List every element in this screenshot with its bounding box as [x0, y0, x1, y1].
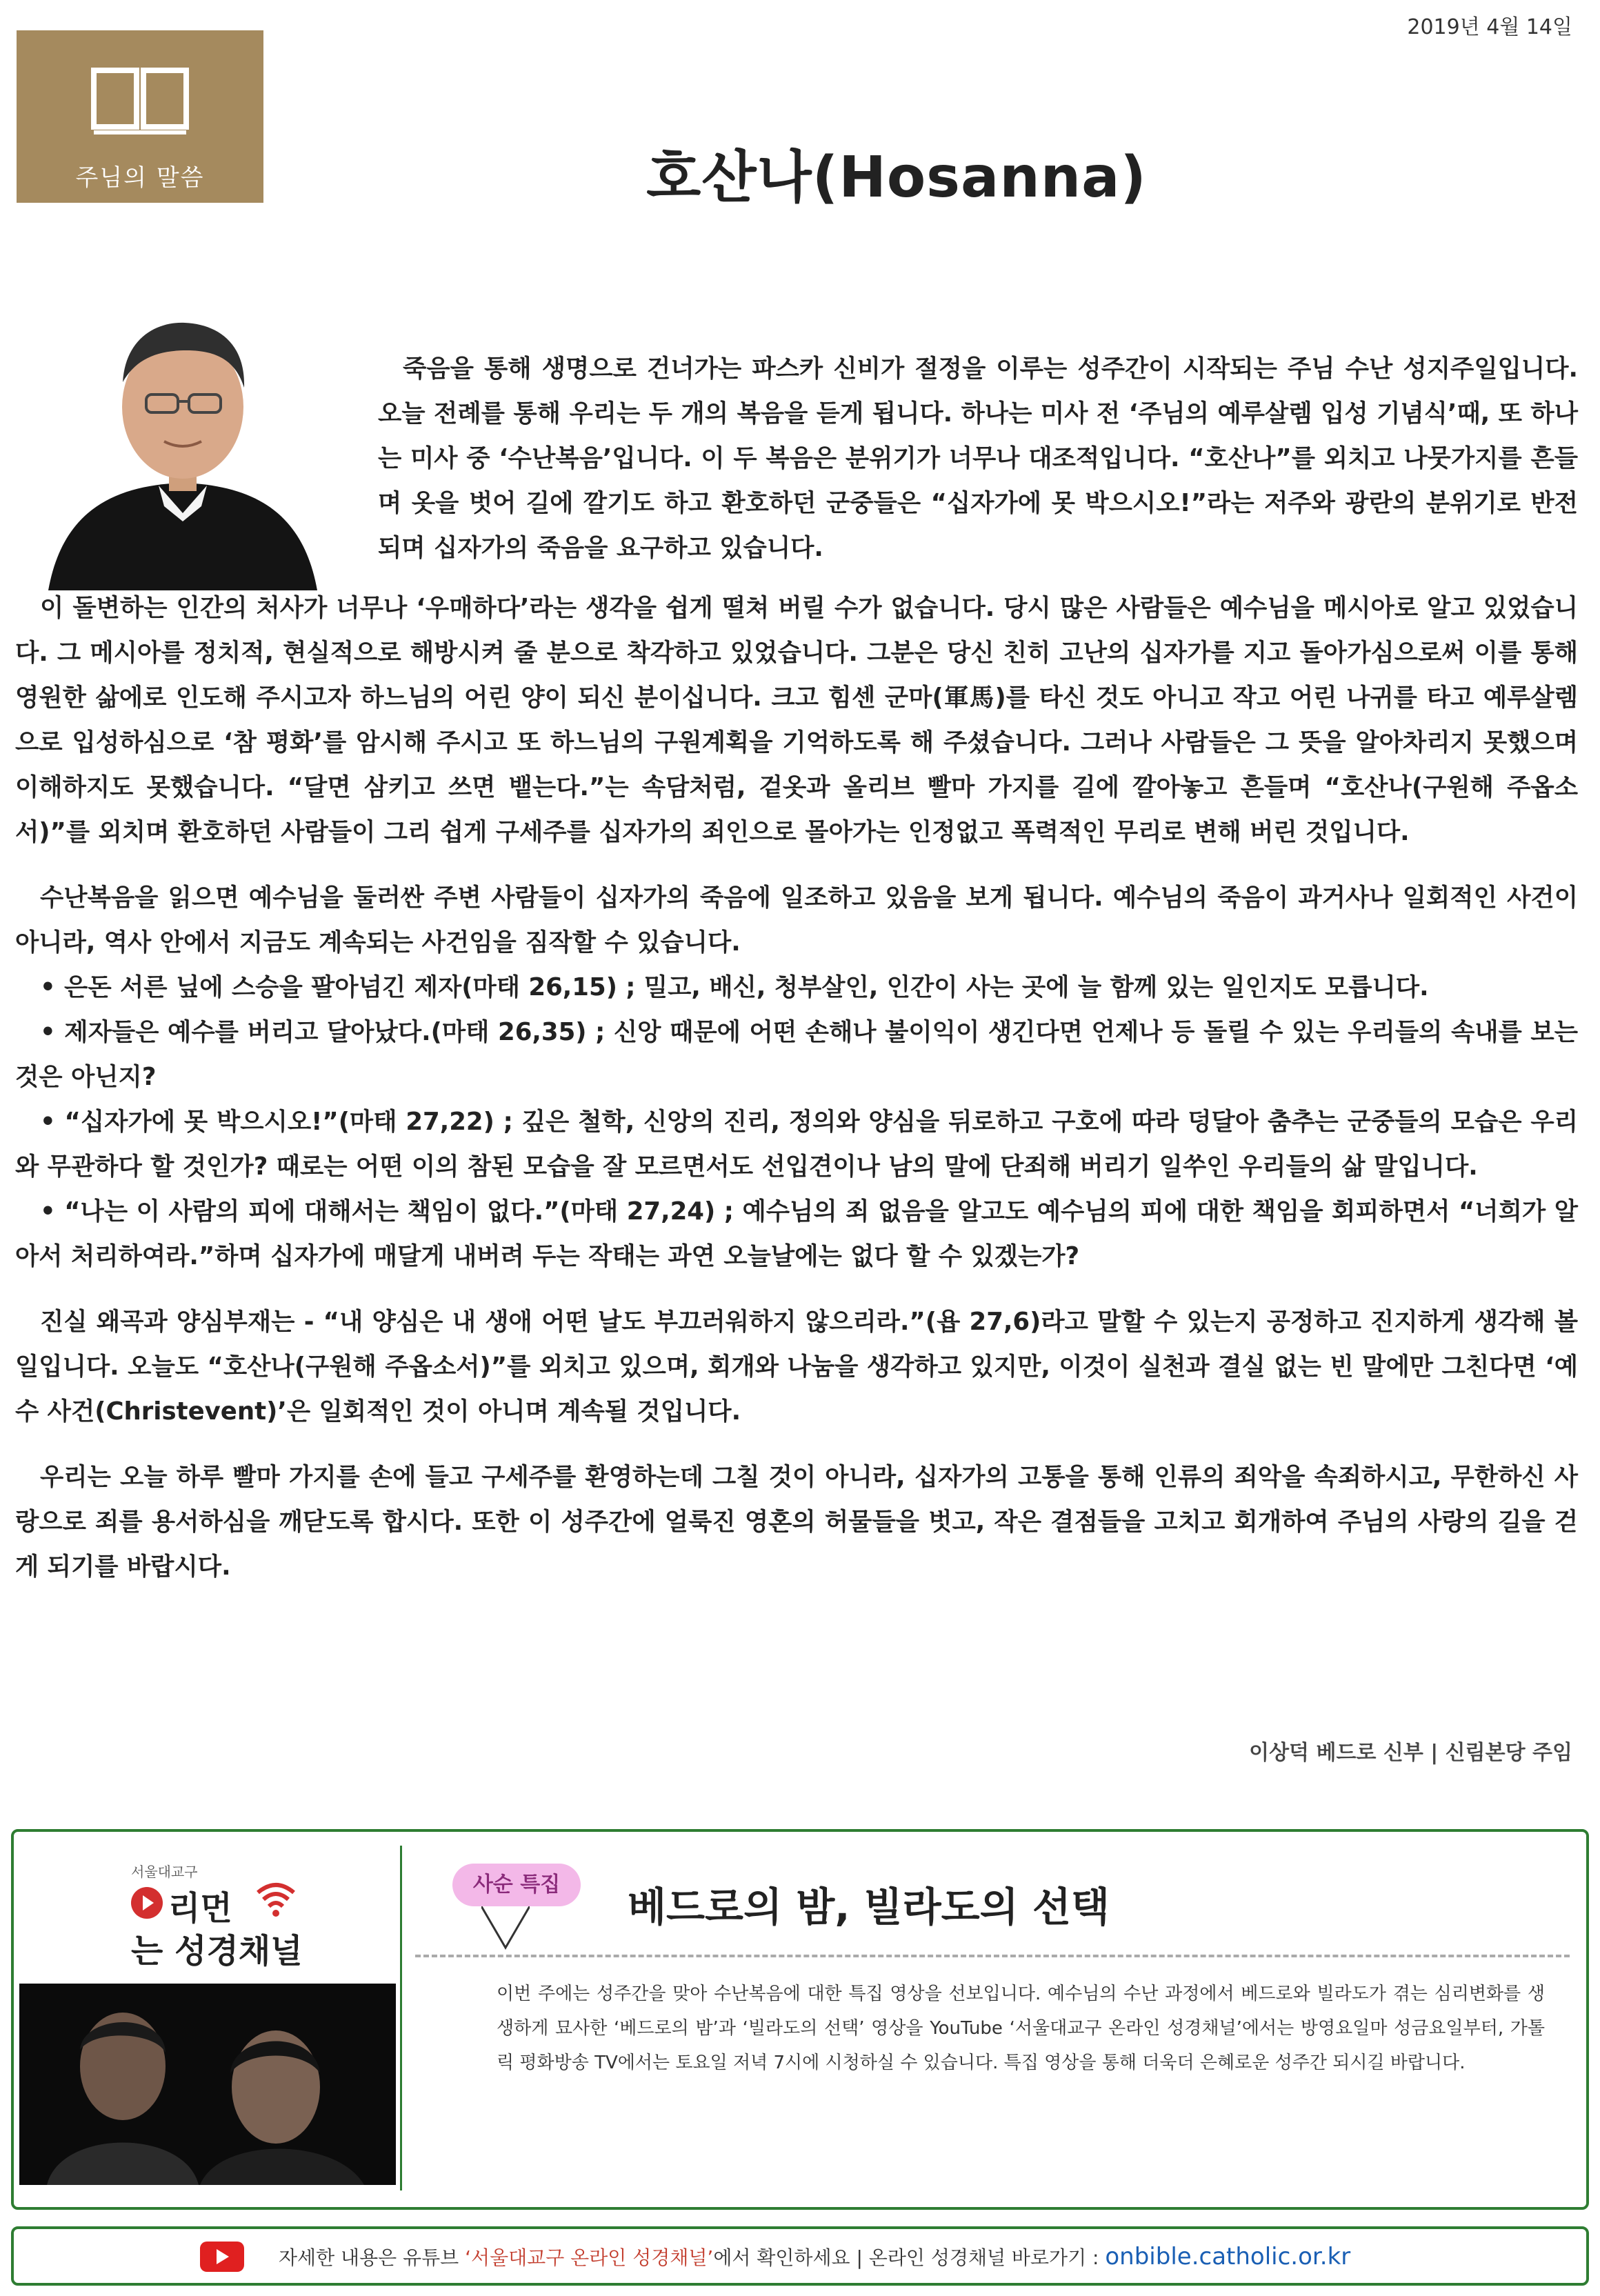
channel-name-line2: 는 성경채널 — [131, 1932, 303, 1970]
footer-text-b: 에서 확인하세요 | 온라인 성경채널 바로가기 : — [713, 2246, 1106, 2269]
footer-channel-link[interactable]: ‘서울대교구 온라인 성경채널’ — [465, 2246, 714, 2269]
bullet-3: • “십자가에 못 박으시오!”(마태 27,22) ; 깊은 철학, 신앙의 진리, 정의와 양심을 뒤로하고 구호에 따라 덩달아 춤추는 군중들의 모습은 우리와 무관하다 할 것인가? 때로는 어떤 이의 참된 모습을 잘 모르면서도 선입견이나 남의 말에 단죄해 버리기 일쑤인 우리들의 삶 말입니다. — [15, 1108, 1578, 1181]
footer-text-a: 자세한 내용은 유튜브 — [279, 2246, 466, 2269]
promo-dashed-rule — [415, 1955, 1570, 1957]
play-icon — [131, 1887, 163, 1919]
intro-paragraph: 죽음을 통해 생명으로 건너가는 파스카 신비가 절정을 이루는 성주간이 시작되는 주님 수난 성지주일입니다. 오늘 전례를 통해 우리는 두 개의 복음을 듣게 됩니다. 하나는 미사 전 ‘주님의 예루살렘 입성 기념식’때, 또 하나는 미사 중 ‘수난복음’입니다. 이 두 복음은 분위기가 너무나 대조적입니다. “호산나”를 외치고 나뭇가지를 흔들며 옷을 벗어 길에 깔기도 하고 환호하던 군중들은 “십자가에 못 박으시오!”라는 저주와 광란의 분위기로 반전되며 십자가의 죽음을 요구하고 있습니다. — [378, 355, 1578, 562]
special-tag: 사순 특집 — [452, 1864, 581, 1906]
badge-label: 주님의 말씀 — [75, 164, 205, 192]
paragraph-2: 수난복음을 읽으면 예수님을 둘러싼 주변 사람들이 십자가의 죽음에 일조하고 있음을 보게 됩니다. 예수님의 죽음이 과거사나 일회적인 사건이 아니라, 역사 안에서 지금도 계속되는 사건임을 짐작할 수 있습니다. — [15, 884, 1578, 957]
broadcast-icon — [254, 1879, 298, 1917]
footer-url-link[interactable]: onbible.catholic.or.kr — [1105, 2243, 1351, 2270]
bullet-4: • “나는 이 사람의 피에 대해서는 책임이 없다.”(마태 27,24) ; 예수님의 죄 없음을 알고도 예수님의 피에 대한 책임을 회피하면서 “너희가 알아서 처리하여라.”하며 십자가에 매달게 내버려 두는 작태는 과연 오늘날에는 없다 할 수 있겠는가? — [15, 1197, 1578, 1270]
promo-divider — [400, 1846, 402, 2190]
page-title: 호산나(Hosanna) — [646, 145, 1147, 210]
issue-date: 2019년 4월 14일 — [1407, 15, 1572, 39]
video-still[interactable] — [19, 1984, 396, 2185]
paragraph-4: 우리는 오늘 하루 빨마 가지를 손에 들고 구세주를 환영하는데 그칠 것이 아니라, 십자가의 고통을 통해 인류의 죄악을 속죄하시고, 무한하신 사랑으로 죄를 용서하심을 깨닫도록 합시다. 또한 이 성주간에 얼룩진 영혼의 허물들을 벗고, 작은 결점들을 고치고 회개하여 주님의 사랑의 길을 걷게 되기를 바랍시다. — [15, 1463, 1578, 1581]
article-body — [15, 586, 1578, 1589]
author-credit: 이상덕 베드로 신부 | 신림본당 주임 — [1249, 1741, 1572, 1765]
youtube-icon[interactable] — [200, 2242, 244, 2272]
footer-bar — [11, 2226, 1589, 2286]
intro-text — [378, 346, 1578, 570]
channel-logo-small: 서울대교구 — [131, 1864, 198, 1880]
open-book-icon — [88, 61, 192, 137]
section-badge — [17, 30, 263, 203]
tag-pointer-icon — [481, 1906, 530, 1955]
paragraph-1: 이 돌변하는 인간의 처사가 너무나 ‘우매하다’라는 생각을 쉽게 떨쳐 버릴 수가 없습니다. 당시 많은 사람들은 예수님을 메시아로 알고 있었습니다. 그 메시아를 정치적, 현실적으로 해방시켜 줄 분으로 착각하고 있었습니다. 그분은 당신 친히 고난의 십자가를 지고 돌아가심으로써 이를 통해 영원한 삶에로 인도해 주시고자 하느님의 어린 양이 되신 분이십니다. 크고 힘센 군마(軍馬)를 타신 것도 아니고 작고 어린 나귀를 타고 예루살렘으로 입성하심으로 ‘참 평화’를 암시해 주시고 또 하느님의 구원계획을 기억하도록 해 주셨습니다. 그러나 사람들은 그 뜻을 알아차리지 못했으며 이해하지도 못했습니다. “달면 삼키고 쓰면 뱉는다.”는 속담처럼, 겉옷과 올리브 빨마 가지를 길에 깔아놓고 흔들며 “호산나(구원해 주옵소서)”를 외치며 환호하던 사람들이 그리 쉽게 구세주를 십자가의 죄인으로 몰아가는 인정없고 폭력적인 무리로 변해 버린 것입니다. — [15, 594, 1578, 846]
promo-box — [11, 1829, 1589, 2210]
promo-body: 이번 주에는 성주간을 맞아 수난복음에 대한 특집 영상을 선보입니다. 예수님의 수난 과정에서 베드로와 빌라도가 겪는 심리변화를 생생하게 묘사한 ‘베드로의 밤’과 ‘빌라도의 선택’ 영상을 YouTube ‘서울대교구 온라인 성경채널’에서는 방영요일마 성금요일부터, 가톨릭 평화방송 TV에서는 토요일 저녁 7시에 시청하실 수 있습니다. 특집 영상을 통해 더욱더 은혜로운 성주간 되시길 바랍니다. — [497, 1984, 1545, 2073]
channel-name-line1: 리먼 — [168, 1889, 232, 1928]
priest-portrait — [21, 279, 345, 590]
promo-title: 베드로의 밤, 빌라도의 선택 — [628, 1884, 1110, 1930]
footer-text — [279, 2243, 1350, 2270]
bullet-1: • 은돈 서른 닢에 스승을 팔아넘긴 제자(마태 26,15) ; 밀고, 배신, 청부살인, 인간이 사는 곳에 늘 함께 있는 일인지도 모릅니다. — [40, 973, 1429, 1001]
channel-logo[interactable] — [117, 1861, 324, 1970]
bullet-2: • 제자들은 예수를 버리고 달아났다.(마태 26,35) ; 신앙 때문에 어떤 손해나 불이익이 생긴다면 언제나 등 돌릴 수 있는 우리들의 속내를 보는 것은 아닌지? — [15, 1018, 1578, 1091]
paragraph-3: 진실 왜곡과 양심부재는 - “내 양심은 내 생애 어떤 날도 부끄러워하지 않으리라.”(욥 27,6)라고 말할 수 있는지 공정하고 진지하게 생각해 볼 일입니다. 오늘도 “호산나(구원해 주옵소서)”를 외치고 있으며, 회개와 나눔을 생각하고 있지만, 이것이 실천과 결실 없는 빈 말에만 그친다면 ‘예수 사건(Christevent)’은 일회적인 것이 아니며 계속될 것입니다. — [15, 1308, 1578, 1426]
